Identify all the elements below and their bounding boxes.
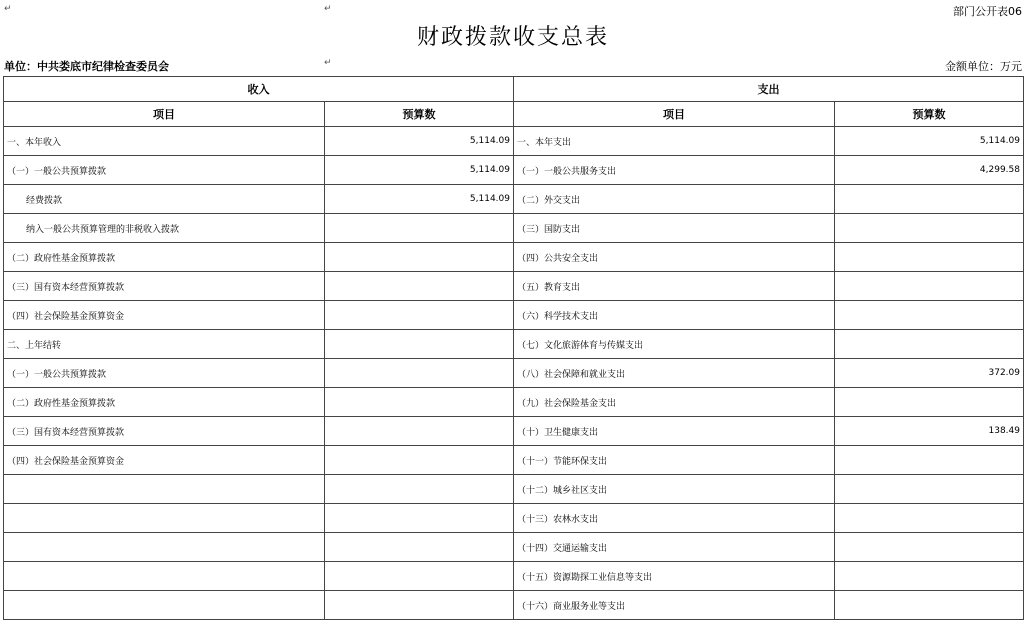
expense-item-cell: （三）国防支出 [514,214,835,243]
expense-budget-cell: 138.49 [835,417,1024,446]
income-section-header: 收入 [4,77,514,102]
income-item-cell: （四）社会保险基金预算资金 [4,446,325,475]
income-budget-cell [325,475,514,504]
expense-budget-cell [835,185,1024,214]
table-row [4,562,1024,591]
expense-budget-cell [835,243,1024,272]
income-item-cell [4,504,325,533]
table-row [4,214,1024,243]
income-budget-cell [325,301,514,330]
table-row [4,504,1024,533]
income-item-cell: 一、本年收入 [4,127,325,156]
expense-item-cell: （一）一般公共服务支出 [514,156,835,185]
income-item-cell [4,475,325,504]
expense-budget-cell [835,301,1024,330]
table-row [4,388,1024,417]
income-budget-cell: 5,114.09 [325,127,514,156]
expense-budget-cell [835,388,1024,417]
paragraph-mark: ↵ [324,58,332,68]
paragraph-mark: ↵ [324,4,332,14]
table-row [4,156,1024,185]
expense-budget-cell [835,272,1024,301]
income-budget-cell [325,272,514,301]
expense-section-header: 支出 [514,77,1024,102]
paragraph-mark: ↵ [4,4,12,14]
income-item-cell: 二、上年结转 [4,330,325,359]
expense-item-cell: （六）科学技术支出 [514,301,835,330]
expense-item-cell: 一、本年支出 [514,127,835,156]
income-item-cell [4,533,325,562]
table-row [4,272,1024,301]
income-budget-cell [325,243,514,272]
expense-budget-cell [835,504,1024,533]
expense-budget-cell [835,562,1024,591]
income-budget-header: 预算数 [325,102,514,127]
income-budget-cell [325,388,514,417]
income-item-cell: （一）一般公共预算拨款 [4,156,325,185]
income-budget-cell [325,446,514,475]
income-item-cell: （四）社会保险基金预算资金 [4,301,325,330]
page-title: 财政拨款收支总表 [416,25,609,50]
expense-item-cell: （五）教育支出 [514,272,835,301]
income-budget-cell [325,504,514,533]
expense-item-cell: （十四）交通运输支出 [514,533,835,562]
expense-item-cell: （二）外交支出 [514,185,835,214]
income-budget-cell [325,214,514,243]
table-row [4,446,1024,475]
expense-budget-cell: 5,114.09 [835,127,1024,156]
expense-item-cell: （七）文化旅游体育与传媒支出 [514,330,835,359]
table-row [4,475,1024,504]
table-row [4,330,1024,359]
expense-budget-cell: 372.09 [835,359,1024,388]
income-budget-cell: 5,114.09 [325,185,514,214]
table-row [4,533,1024,562]
expense-item-cell: （四）公共安全支出 [514,243,835,272]
income-budget-cell [325,591,514,620]
expense-item-cell: （十五）资源勘探工业信息等支出 [514,562,835,591]
income-item-cell: 纳入一般公共预算管理的非税收入拨款 [4,214,325,243]
expense-item-cell: （九）社会保险基金支出 [514,388,835,417]
expense-budget-cell [835,446,1024,475]
expense-budget-header: 预算数 [835,102,1024,127]
expense-item-cell: （十六）商业服务业等支出 [514,591,835,620]
income-item-cell: （一）一般公共预算拨款 [4,359,325,388]
income-budget-cell [325,417,514,446]
income-item-cell [4,591,325,620]
expense-budget-cell [835,533,1024,562]
income-budget-cell [325,562,514,591]
expense-item-cell: （十）卫生健康支出 [514,417,835,446]
income-item-cell: （二）政府性基金预算拨款 [4,388,325,417]
fiscal-table [3,76,1024,620]
table-row [4,359,1024,388]
expense-budget-cell [835,475,1024,504]
document-code: 部门公开表06 [953,5,1022,18]
table-row [4,591,1024,620]
income-item-cell: 经费拨款 [4,185,325,214]
income-item-cell [4,562,325,591]
expense-budget-cell [835,214,1024,243]
table-row [4,301,1024,330]
income-budget-cell [325,359,514,388]
income-budget-cell [325,330,514,359]
expense-item-header: 项目 [514,102,835,127]
income-budget-cell [325,533,514,562]
income-budget-cell: 5,114.09 [325,156,514,185]
income-item-header: 项目 [4,102,325,127]
table-row [4,243,1024,272]
expense-budget-cell [835,330,1024,359]
expense-budget-cell [835,591,1024,620]
money-unit-label: 金额单位：万元 [945,60,1022,73]
expense-budget-cell: 4,299.58 [835,156,1024,185]
expense-item-cell: （十一）节能环保支出 [514,446,835,475]
table-row [4,127,1024,156]
income-item-cell: （三）国有资本经营预算拨款 [4,417,325,446]
expense-item-cell: （十二）城乡社区支出 [514,475,835,504]
income-item-cell: （三）国有资本经营预算拨款 [4,272,325,301]
income-item-cell: （二）政府性基金预算拨款 [4,243,325,272]
expense-item-cell: （八）社会保障和就业支出 [514,359,835,388]
table-row [4,185,1024,214]
unit-label: 单位：中共娄底市纪律检查委员会 [4,60,169,73]
expense-item-cell: （十三）农林水支出 [514,504,835,533]
table-row [4,417,1024,446]
